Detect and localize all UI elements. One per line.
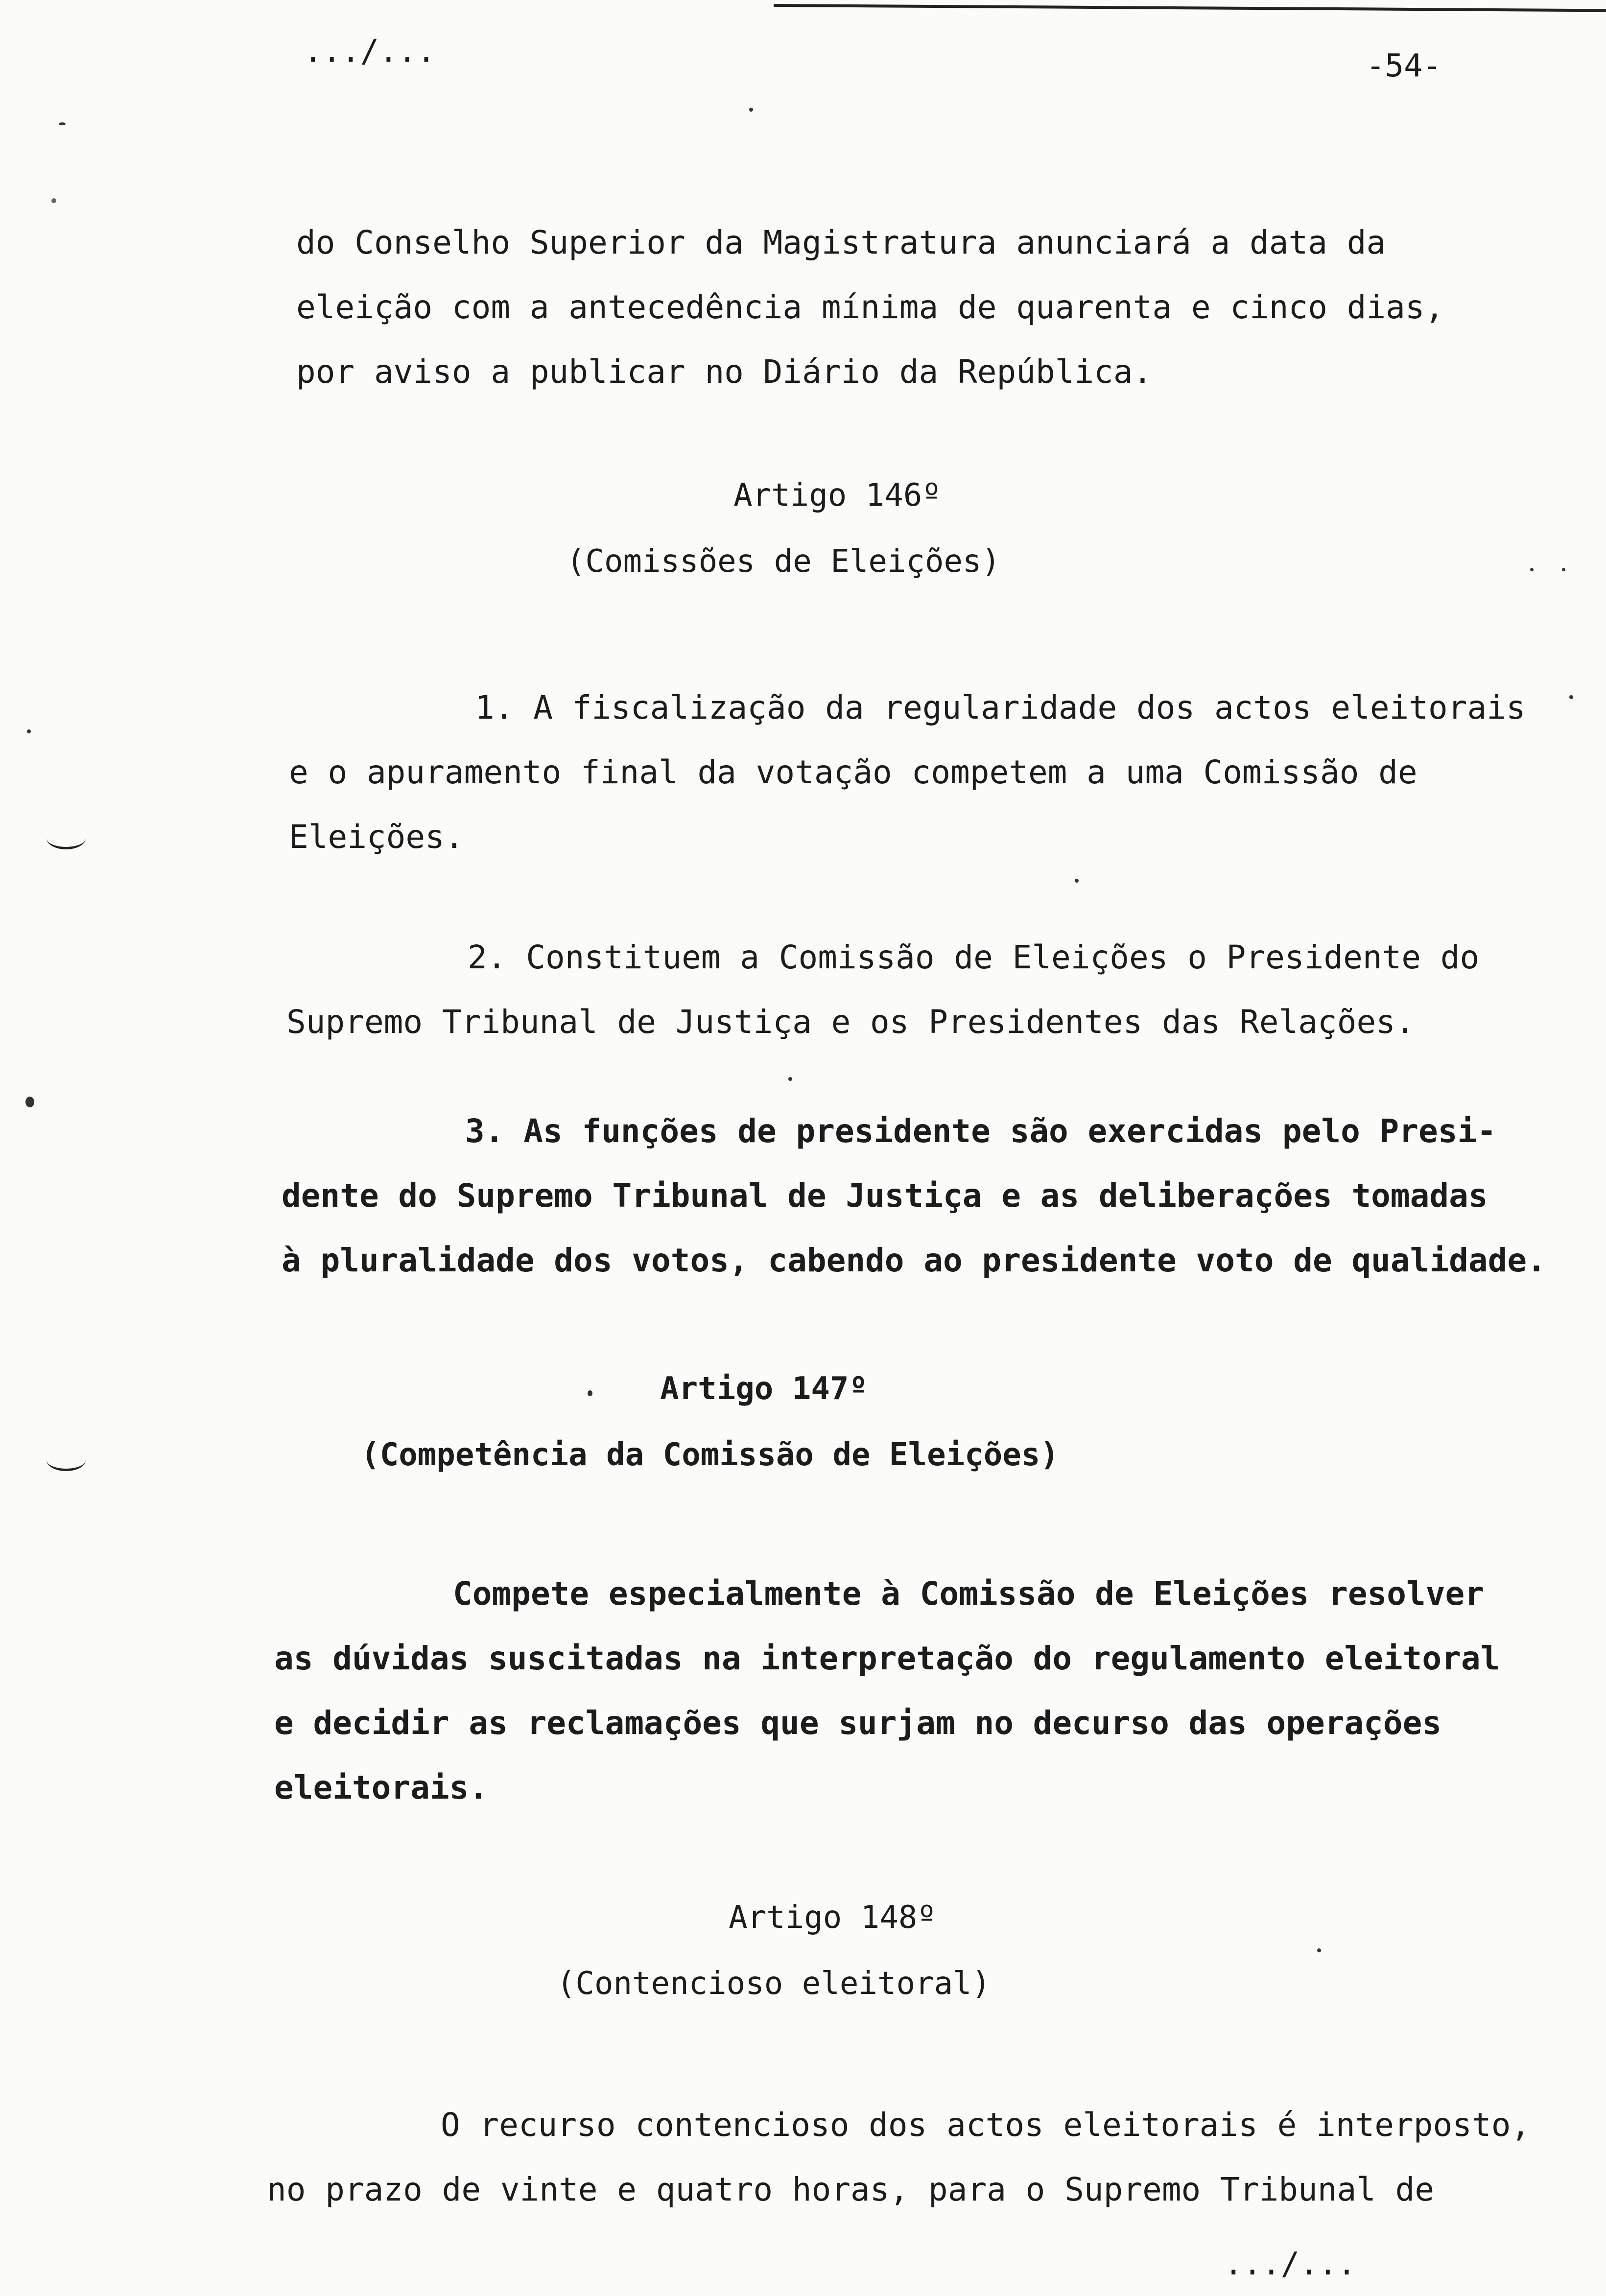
- margin-speck: [25, 1097, 34, 1107]
- article-148-body-rest: [267, 2157, 1434, 2222]
- art148-line-1: O recurso contencioso dos actos eleitorais é interposto,: [441, 2106, 1531, 2144]
- item1-line-2: e o apuramento final da votação competem a uma Comissão de: [289, 753, 1417, 791]
- art147-line-4: eleitorais.: [274, 1769, 489, 1806]
- art147-line-3: e decidir as reclamações que surjam no decurso das operações: [274, 1704, 1442, 1742]
- article-148-body-first: [441, 2093, 1530, 2157]
- item2-line-1: 2. Constituem a Comissão de Eleições o Presidente do: [468, 938, 1480, 976]
- intro-line-1: do Conselho Superior da Magistratura anunciará a data da: [296, 224, 1386, 261]
- item3-line-2: dente do Supremo Tribunal de Justiça e as deliberações tomadas: [282, 1177, 1488, 1215]
- article-146-item-1-rest: [289, 740, 1417, 869]
- scan-speck: [588, 1390, 592, 1396]
- article-147-body-first: [453, 1562, 1484, 1626]
- intro-line-3: por aviso a publicar no Diário da República.: [296, 353, 1153, 391]
- margin-hole-mark-2: [47, 1449, 86, 1471]
- item1-line-3: Eleições.: [289, 818, 464, 856]
- article-147-heading: Artigo 147º: [660, 1371, 868, 1407]
- item2-line-2: Supremo Tribunal de Justiça e os Presidentes das Relações.: [286, 1003, 1415, 1041]
- article-146-item-2-rest: [286, 990, 1415, 1054]
- article-147-body-rest: [274, 1626, 1500, 1820]
- article-146-item-2-first: [468, 925, 1479, 990]
- item1-line-1: 1. A fiscalização da regularidade dos actos eleitorais: [475, 689, 1526, 726]
- article-146-item-1-first: [475, 676, 1526, 740]
- margin-hole-mark-1: [47, 827, 86, 849]
- intro-paragraph: [296, 211, 1444, 404]
- article-146-item-3-rest: [282, 1164, 1546, 1293]
- margin-speck: [27, 729, 31, 733]
- scan-speck: [749, 108, 753, 112]
- scan-speck: [1530, 568, 1534, 571]
- continuation-mark-top: .../...: [304, 33, 436, 70]
- art148-line-2: no prazo de vinte e quatro horas, para o Supremo Tribunal de: [267, 2171, 1435, 2208]
- scan-speck: [1562, 568, 1565, 571]
- article-148-subtitle: (Contencioso eleitoral): [556, 1966, 991, 2002]
- top-scan-rule: [774, 4, 1606, 12]
- article-147-subtitle: (Competência da Comissão de Eleições): [361, 1437, 1059, 1473]
- margin-speck: [51, 198, 56, 203]
- article-146-heading: Artigo 146º: [733, 477, 941, 514]
- item3-line-1: 3. As funções de presidente são exercidas pelo Presi-: [465, 1112, 1496, 1150]
- scan-speck: [1075, 879, 1079, 883]
- scan-speck: [1569, 695, 1573, 699]
- art147-line-1: Compete especialmente à Comissão de Eleições resolver: [453, 1575, 1484, 1613]
- page-number: -54-: [1366, 48, 1442, 84]
- scan-speck: [788, 1077, 792, 1081]
- scan-speck: [1317, 1948, 1321, 1952]
- item3-line-3: à pluralidade dos votos, cabendo ao presidente voto de qualidade.: [282, 1242, 1546, 1279]
- intro-line-2: eleição com a antecedência mínima de quarenta e cinco dias,: [296, 288, 1444, 326]
- article-146-subtitle: (Comissões de Eleições): [566, 543, 1001, 580]
- art147-line-2: as dúvidas suscitadas na interpretação do regulamento eleitoral: [274, 1640, 1500, 1677]
- article-146-item-3-first: [465, 1099, 1496, 1164]
- article-148-heading: Artigo 148º: [729, 1899, 936, 1936]
- continuation-mark-bottom: .../...: [1224, 2246, 1356, 2282]
- margin-speck: [59, 122, 66, 125]
